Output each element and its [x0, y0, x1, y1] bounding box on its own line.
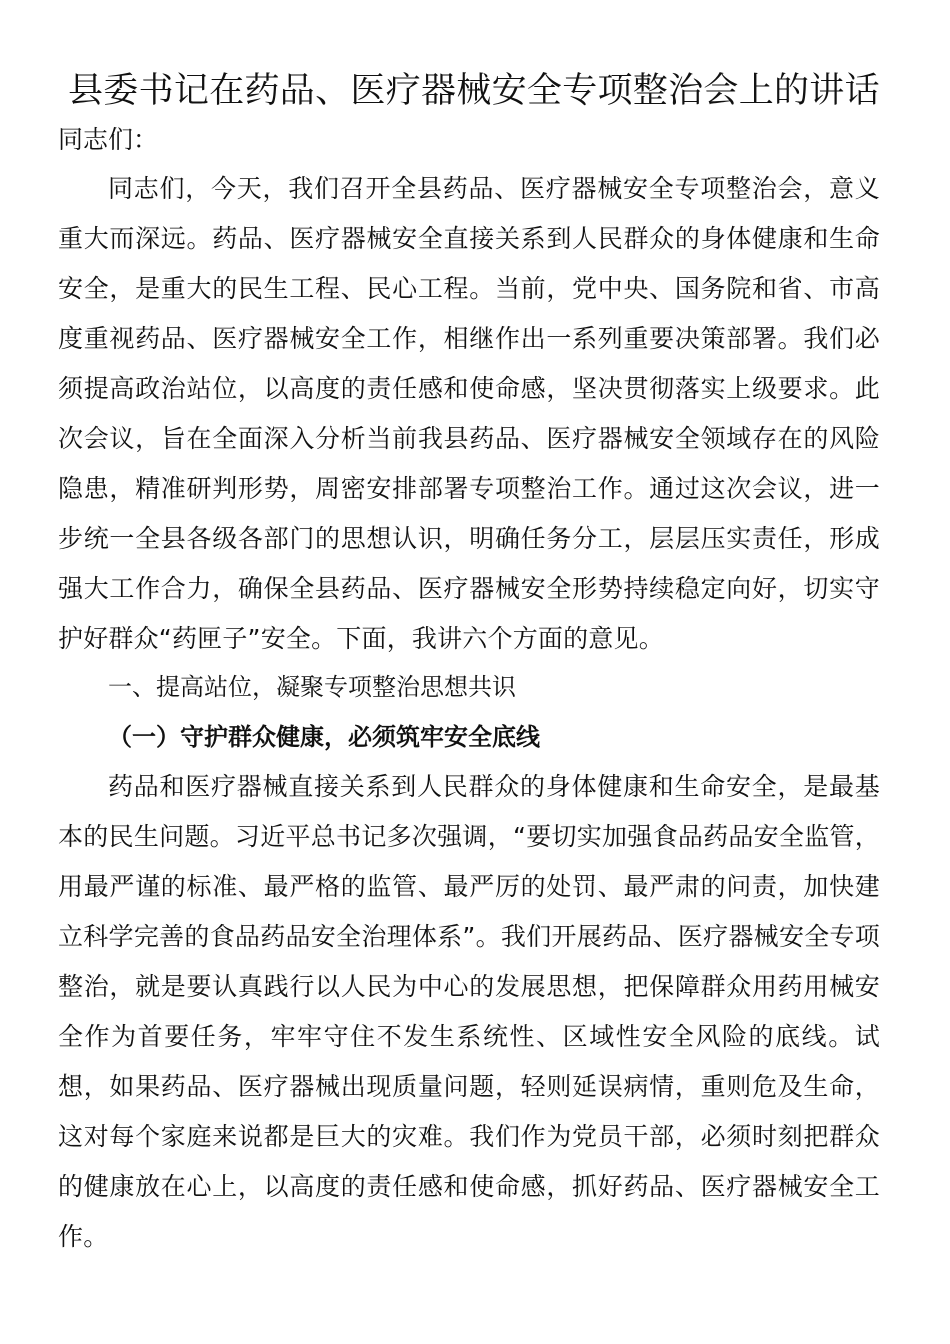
section-heading: 一、提高站位，凝聚专项整治思想共识	[108, 673, 516, 701]
subsection-heading: （一）守护群众健康，必须筑牢安全底线	[108, 723, 540, 751]
document-title: 县委书记在药品、医疗器械安全专项整治会上的讲话	[68, 71, 880, 111]
paragraph-body: 药品和医疗器械直接关系到人民群众的身体健康和生命安全，是最基本的民生问题。习近平总书记多次强调，“要切实加强食品药品安全监管，用最严谨的标准、最严格的监管、最严厉的处罚、最严肃的问责，加快建立科学完善的食品药品安全治理体系”。我们开展药品、医疗器械安全专项整治，就是要认真践行以人民为中心的发展思想，把保障群众用药用械安全作为首要任务，牢牢守住不发生系统性、区域性安全风险的底线。试想，如果药品、医疗器械出现质量问题，轻则延误病情，重则危及生命，这对每个家庭来说都是巨大的灾难。我们作为党员干部，必须时刻把群众的健康放在心上，以高度的责任感和使命感，抓好药品、医疗器械安全工作。	[58, 772, 880, 1251]
paragraph-opening: 同志们，今天，我们召开全县药品、医疗器械安全专项整治会，意义重大而深远。药品、医疗器械安全直接关系到人民群众的身体健康和生命安全，是重大的民生工程、民心工程。当前，党中央、国务院和省、市高度重视药品、医疗器械安全工作，相继作出一系列重要决策部署。我们必须提高政治站位，以高度的责任感和使命感，坚决贯彻落实上级要求。此次会议，旨在全面深入分析当前我县药品、医疗器械安全领域存在的风险隐患，精准研判形势，周密安排部署专项整治工作。通过这次会议，进一步统一全县各级各部门的思想认识，明确任务分工，层层压实责任，形成强大工作合力，确保全县药品、医疗器械安全形势持续稳定向好，切实守护好群众“药匣子”安全。下面，我讲六个方面的意见。	[58, 174, 880, 653]
salutation: 同志们：	[58, 125, 159, 154]
